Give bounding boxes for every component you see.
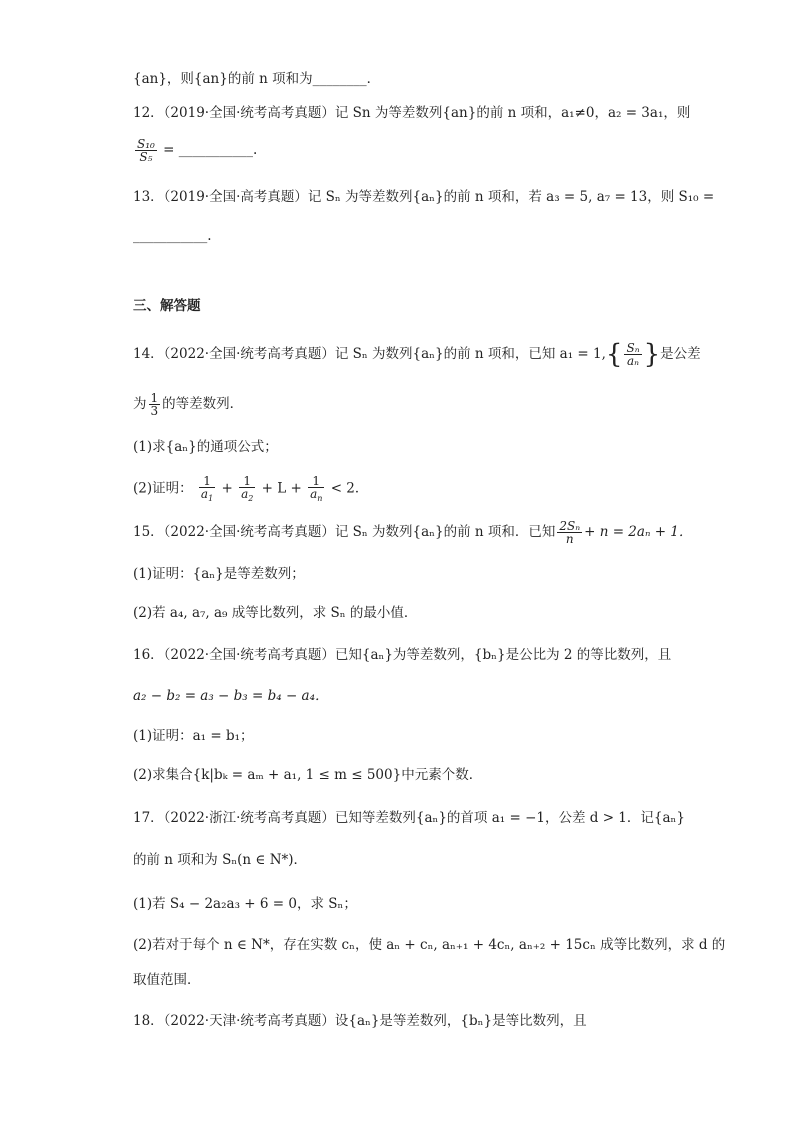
q15-line1: 15．（2022·全国·统考高考真题）记 Sₙ 为数列{aₙ}的前 n 项和．已知 $\frac{\text{2Sₙ}}{n}$ + n = 2aₙ + 1． xyxy=(133,519,693,546)
q16-line2: a₂ − b₂ = a₃ − b₃ = b₄ − a₄． xyxy=(133,688,329,704)
section-heading: 三、解答题 xyxy=(133,298,201,314)
q17-line2: 的前 n 项和为 Sₙ(n ∈ N*)． xyxy=(133,852,308,868)
q14-one-third: $\frac{1}{3}$ xyxy=(150,391,159,418)
q17-part2-cont: 取值范围． xyxy=(133,972,201,988)
q14-brace-fraction: $\frac{\text{Sₙ}}{\text{aₙ}}$ xyxy=(626,341,640,368)
q14-line2: 为 $\frac{1}{3}$ 的等差数列． xyxy=(133,391,244,418)
q12-line2: $\frac{\text{S₁₀}}{\text{S₅}}$ = ___________. xyxy=(137,137,258,164)
q14-part2: (2)证明： $\frac{1}{a_1}$ + $\frac{1}{a_2}$ + L + $\frac{1}{a_n}$ < 2． xyxy=(133,474,369,503)
q11-tail: {an}，则{an}的前 n 项和为________． xyxy=(133,71,381,87)
q16-part2: (2)求集合{k|bₖ = aₘ + a₁, 1 ≤ m ≤ 500}中元素个数． xyxy=(133,767,483,783)
q13-line2: ___________. xyxy=(133,228,212,244)
q17-line1: 17．（2022·浙江·统考高考真题）已知等差数列{aₙ}的首项 a₁ = −1，公差 d > 1．记{aₙ} xyxy=(133,810,685,826)
q12-fraction: $\frac{\text{S₁₀}}{\text{S₅}}$ xyxy=(137,137,155,164)
q18-line1: 18．（2022·天津·统考高考真题）设{aₙ}是等差数列，{bₙ}是等比数列，且 xyxy=(133,1013,587,1029)
q17-part1: (1)若 S₄ − 2a₂a₃ + 6 = 0，求 Sₙ； xyxy=(133,896,357,912)
q14-part1: (1)求{aₙ}的通项公式； xyxy=(133,439,278,455)
q16-line1: 16．（2022·全国·统考高考真题）已知{aₙ}为等差数列，{bₙ}是公比为 2 的等比数列，且 xyxy=(133,647,672,663)
q15-part1: (1)证明：{aₙ}是等差数列； xyxy=(133,566,305,582)
q14-line1: 14．（2022·全国·统考高考真题）记 Sₙ 为数列{aₙ}的前 n 项和，已知 a₁ = 1,{ $\frac{\text{Sₙ}}{\text{aₙ}}$ }是公差 xyxy=(133,339,701,370)
q17-part2: (2)若对于每个 n ∈ N*，存在实数 cₙ，使 aₙ + cₙ, aₙ₊₁ + 4cₙ, aₙ₊₂ + 15cₙ 成等比数列，求 d 的 xyxy=(133,937,726,953)
q16-part1: (1)证明：a₁ = b₁； xyxy=(133,728,254,744)
q15-fraction: $\frac{\text{2Sₙ}}{n}$ xyxy=(559,519,581,546)
q12-line1: 12．（2019·全国·统考高考真题）记 Sn 为等差数列{an}的前 n 项和，a₁≠0，a₂ = 3a₁，则 xyxy=(133,105,691,121)
q13-line1: 13．（2019·全国·高考真题）记 Sₙ 为等差数列{aₙ}的前 n 项和，若 a₃ = 5, a₇ = 13，则 S₁₀ = xyxy=(133,189,715,205)
q15-part2: (2)若 a₄, a₇, a₉ 成等比数列，求 Sₙ 的最小值． xyxy=(133,605,418,621)
